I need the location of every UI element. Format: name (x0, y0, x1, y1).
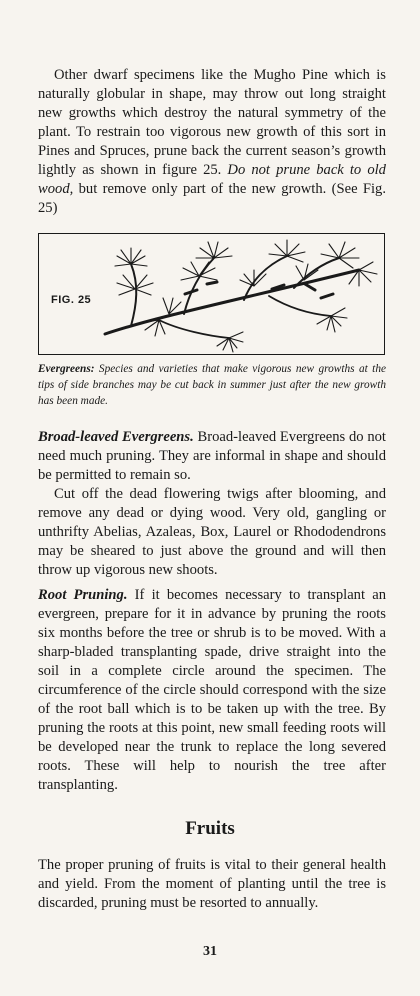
root-pruning-heading: Root Pruning. (38, 587, 128, 603)
broad-leaved-text: Broad-leaved Evergreens do not need much pruning. They are informal in shape and should be permitted to remain so. (38, 429, 386, 483)
intro-paragraph (38, 66, 386, 218)
caption-text: Species and varieties that make vigorous new growths at the tips of side branches may be cut back in summer just after the new growth has been made. (38, 363, 386, 407)
figure-25 (38, 233, 385, 355)
intro-text-end: but remove only part of the new growth. (See Fig. 25) (38, 181, 386, 216)
fruits-text: The proper pruning of fruits is vital to their general health and yield. From the moment of planting until the tree is discarded, pruning must be resorted to annually. (38, 857, 386, 911)
figure-caption (38, 361, 386, 409)
broad-leaved-heading: Broad-leaved Evergreens. (38, 429, 194, 445)
broad-leaved-text-2: Cut off the dead flowering twigs after blooming, and remove any dead or dying wood. Very old, gangling or unthrifty Abelias, Azaleas, Box, Laurel or Rhododendrons may be sheared to just above the ground and will then throw up vigorous new shoots. (38, 486, 386, 578)
intro-emphasis: Do not prune back to old wood, (38, 162, 386, 197)
root-pruning-section (38, 586, 386, 795)
caption-lead: Evergreens: (38, 363, 95, 375)
page-number: 31 (203, 944, 217, 959)
figure-label: FIG. 25 (51, 294, 92, 306)
intro-text: Other dwarf specimens like the Mugho Pine which is naturally globular in shape, may throw out long straight new growths which destroy the natural symmetry of the plant. To restrain too vigorous new growth of this sort in Pines and Spruces, prune back the current season’s growth lightly as shown in figure 25. (38, 67, 386, 178)
root-pruning-text: If it becomes necessary to transplant an evergreen, prepare for it in advance by pruning the roots six months before the tree or shrub is to be moved. With a sharp-bladed transplanting spade, drive straight into the soil in a complete circle around the specimen. The circumference of the circle should correspond with the size of the root ball which is to be taken up with the tree. By pruning the roots at this point, new small feeding roots will be developed near the trunk to replace the long severed roots. These will help to nourish the tree after transplanting. (38, 587, 386, 793)
broad-leaved-section (38, 428, 386, 580)
fruits-heading: Fruits (185, 818, 235, 839)
fruits-section (38, 856, 386, 913)
